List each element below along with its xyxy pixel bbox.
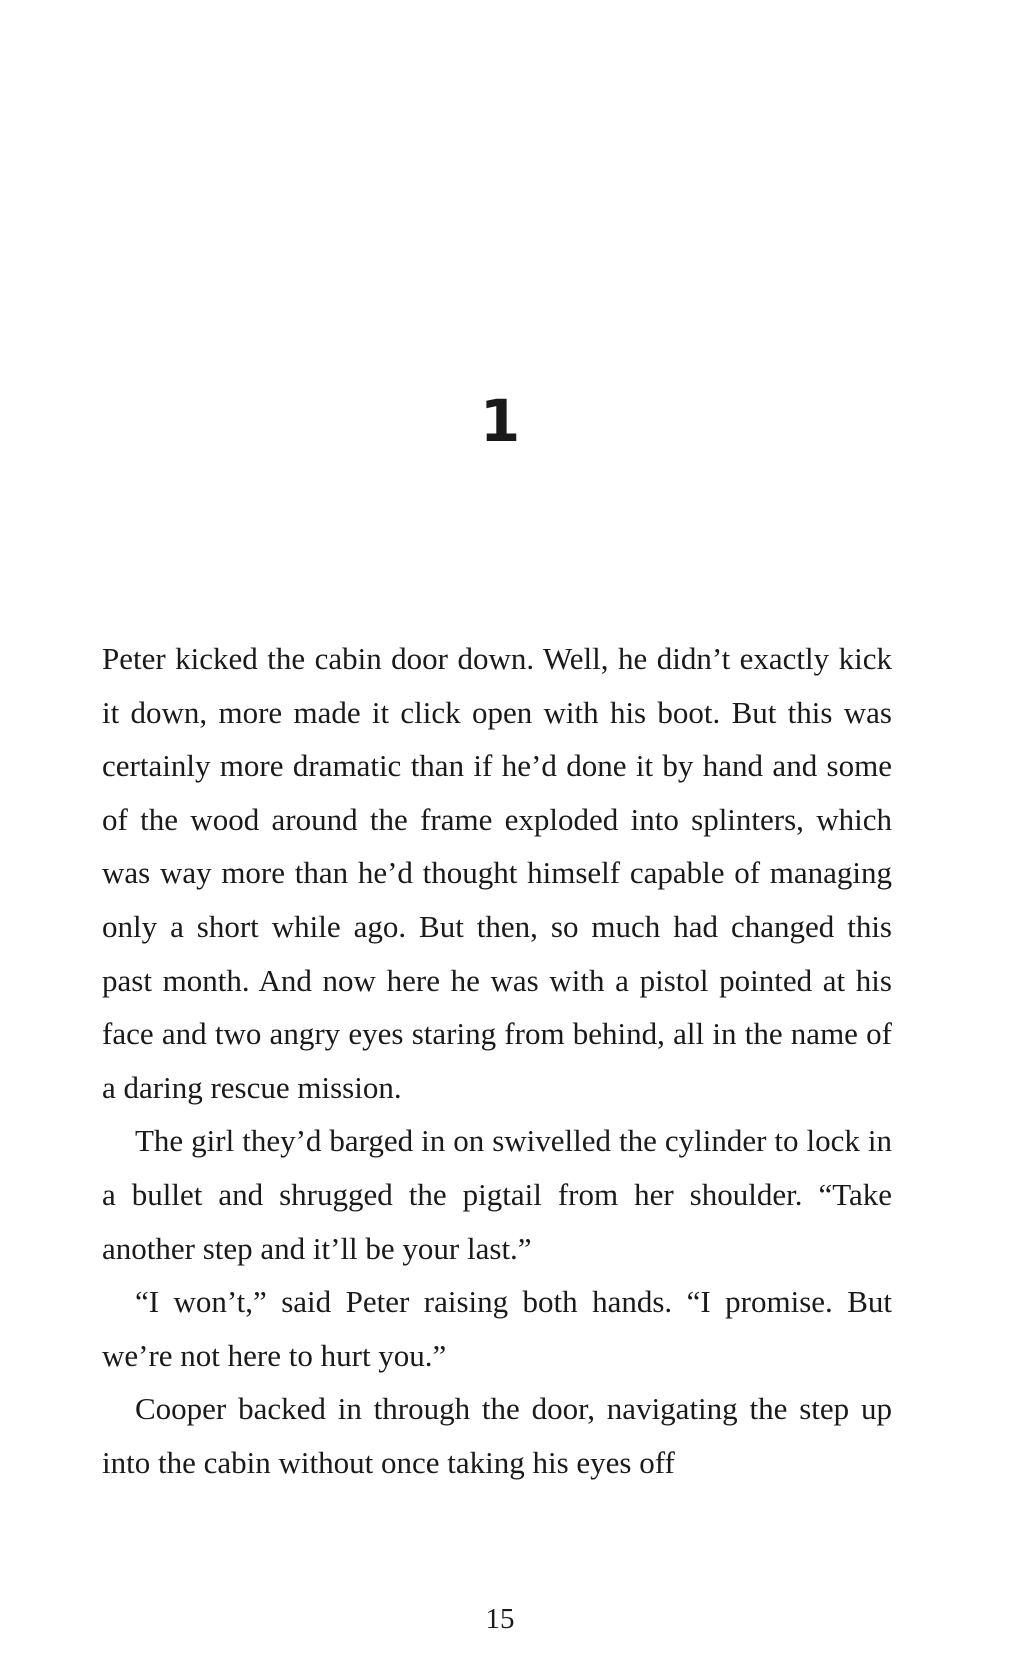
paragraph-2: The girl they’d barged in on swivelled the cylinder to lock in a bullet and shrugged the pigtail from her shoulder. “Take another step and it’ll be your last.” (102, 1123, 892, 1266)
paragraph-1: Peter kicked the cabin door down. Well, he didn’t exactly kick it down, more made it click open with his boot. But this was certainly more dramatic than if he’d done it by hand and some of the wood around the frame exploded into splinters, which was way more than he’d thought himself capable of managing only a short while ago. But then, so much had changed this past month. And now here he was with a pistol pointed at his face and two angry eyes staring from behind, all in the name of a daring rescue mission. (102, 641, 892, 1105)
chapter-body (102, 632, 892, 1490)
page-number: 15 (485, 1603, 515, 1635)
paragraph-3: “I won’t,” said Peter raising both hands. “I promise. But we’re not here to hurt you.” (102, 1284, 892, 1373)
paragraph-4: Cooper backed in through the door, navigating the step up into the cabin without once taking his eyes off (102, 1391, 892, 1480)
chapter-number: 1 (479, 387, 521, 455)
